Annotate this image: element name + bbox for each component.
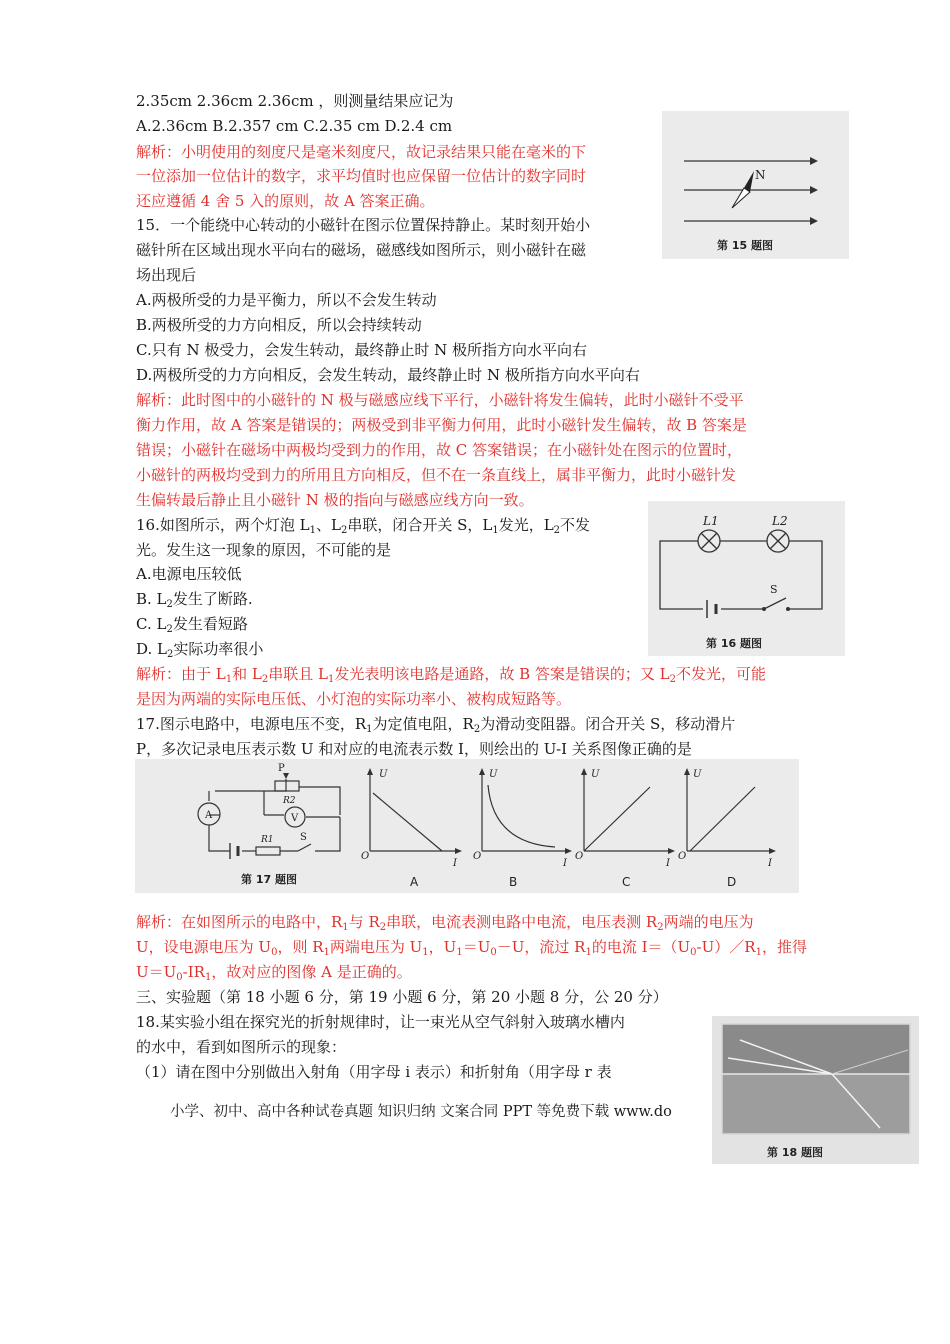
q18-stem-line: （1）请在图中分别做出入射角（用字母 i 表示）和折射角（用字母 r 表 — [136, 1063, 612, 1081]
figure-17-caption: 第 17 题图 — [241, 873, 297, 886]
q17-analysis-line: U，设电源电压为 $U_0$，则 $R_1$两端电压为 $U_1$，$U_1=U_0-U$，流过 $R_1$的电流 $I=(U_0-U)/R_1$，推得 — [136, 938, 807, 958]
graph-b-label: B — [509, 875, 518, 889]
svg-text:U: U — [693, 769, 702, 780]
q16-option-c: C. $L_2$发生看短路 — [136, 615, 248, 635]
q15-option-c: C.只有 N 极受力，会发生转动，最终静止时 N 极所指方向水平向右 — [136, 341, 588, 359]
svg-text:U: U — [591, 769, 600, 780]
q17-analysis-line: 解析：在如图所示的电路中，$R_1$与 $R_2$串联，电流表测电路中电流，电压表测 $R_2$两端的电压为 — [136, 913, 754, 933]
svg-text:I: I — [768, 858, 772, 869]
q16-stem-line: 光。发生这一现象的原因，不可能的是 — [136, 541, 392, 559]
q16-option-d: D. $L_2$实际功率很小 — [136, 640, 264, 660]
q17-stem-line: P，多次记录电压表示数 U 和对应的电流表示数 I，则绘出的 U-I 关系图像正确的是 — [136, 740, 692, 758]
switch-s-label: S — [770, 583, 778, 596]
svg-text:I: I — [453, 858, 457, 869]
q14-analysis-line: 一位添加一位估计的数字，求平均值时也应保留一位估计的数字同时 — [136, 167, 587, 185]
q14-analysis-line: 解析：小明使用的刻度尺是毫米刻度尺，故记录结果只能在毫米的下 — [136, 143, 587, 161]
q15-analysis-line: 错误；小磁针在磁场中两极均受到力的作用，故 C 答案错误；在小磁针处在图示的位置时， — [136, 441, 743, 459]
graph-d — [684, 768, 776, 854]
r1-label: R1 — [261, 835, 274, 845]
graph-c — [581, 768, 675, 854]
q18-stem-line: 18.某实验小组在探究光的折射规律时，让一束光从空气斜射入玻璃水槽内 — [136, 1013, 625, 1031]
graph-b — [479, 768, 572, 854]
graph-a — [367, 768, 462, 854]
svg-text:U: U — [379, 769, 388, 780]
q15-stem-line: 磁针所在区域出现水平向右的磁场，磁感线如图所示，则小磁针在磁 — [136, 241, 587, 259]
svg-text:I: I — [666, 858, 670, 869]
svg-text:U: U — [489, 769, 498, 780]
lamp-l2-label: L2 — [772, 514, 788, 528]
graph-a-label: A — [410, 875, 419, 889]
q16-analysis-line: 是因为两端的实际电压低、小灯泡的实际功率小、被构成短路等。 — [136, 690, 572, 708]
svg-text:O: O — [678, 851, 687, 862]
section-3-heading: 三、实验题（第 18 小题 6 分，第 19 小题 6 分，第 20 小题 8 分，公 20 分） — [136, 988, 668, 1006]
voltmeter-icon: V — [291, 813, 299, 824]
q16-option-a: A.电源电压较低 — [136, 565, 242, 583]
figure-18 — [712, 1016, 919, 1164]
r2-label: R2 — [283, 796, 296, 806]
svg-text:O: O — [361, 851, 370, 862]
figure-16-caption: 第 16 题图 — [706, 637, 762, 650]
lamp-l1-label: L1 — [703, 514, 719, 528]
q14-analysis-line: 还应遵循 4 舍 5 入的原则，故 A 答案正确。 — [136, 192, 435, 210]
figure-18-caption: 第 18 题图 — [767, 1146, 823, 1159]
figure-15-caption: 第 15 题图 — [717, 239, 773, 252]
q15-analysis-line: 小磁针的两极均受到力的所用且方向相反，但不在一条直线上，属非平衡力，此时小磁针发 — [136, 466, 737, 484]
q15-option-a: A.两极所受的力是平衡力，所以不会发生转动 — [136, 291, 437, 309]
page-footer: 小学、初中、高中各种试卷真题 知识归纳 文案合同 PPT 等免费下载 www.do — [170, 1104, 672, 1120]
q14-options: A.2.36cm B.2.357 cm C.2.35 cm D.2.4 cm — [136, 117, 453, 135]
svg-text:I: I — [563, 858, 567, 869]
figure-17 — [135, 759, 799, 893]
ammeter-icon: A — [205, 810, 213, 821]
q16-stem-line: 16.如图所示，两个灯泡 $L_1$、$L_2$串联，闭合开关 S，$L_1$发光，$L_2$不发 — [136, 516, 591, 536]
svg-text:O: O — [473, 851, 482, 862]
q17-analysis-line: $U=U_0-IR_1$，故对应的图像 A 是正确的。 — [136, 963, 412, 983]
graph-c-label: C — [622, 875, 631, 889]
slider-p-label: P — [278, 763, 285, 774]
q18-stem-line: 的水中，看到如图所示的现象： — [136, 1038, 347, 1056]
q15-analysis-line: 解析：此时图中的小磁针的 N 极与磁感应线下平行，小磁针将发生偏转，此时小磁针不受平 — [136, 391, 744, 409]
q17-stem-line: 17.图示电路中，电源电压不变，$R_1$为定值电阻，$R_2$为滑动变阻器。闭合开关 S，移动滑片 — [136, 715, 736, 735]
q16-option-b: B. $L_2$发生了断路. — [136, 590, 253, 610]
svg-text:O: O — [575, 851, 584, 862]
q14-stem: 2.35cm 2.36cm 2.36cm ，则测量结果应记为 — [136, 92, 454, 110]
switch-s-label: S — [300, 832, 307, 843]
graph-d-label: D — [727, 875, 737, 889]
q15-stem-line: 15．一个能绕中心转动的小磁针在图示位置保持静止。某时刻开始小 — [136, 216, 591, 234]
needle-n-label: N — [755, 168, 766, 182]
q15-option-b: B.两极所受的力方向相反，所以会持续转动 — [136, 316, 422, 334]
q16-analysis-line: 解析：由于 $L_1$和 $L_2$串联且 $L_1$发光表明该电路是通路，故 B 答案是错误的；又 $L_2$不发光，可能 — [136, 665, 767, 685]
figure-15 — [662, 111, 849, 259]
q15-stem-line: 场出现后 — [136, 266, 197, 284]
q15-analysis-line: 生偏转最后静止且小磁针 N 极的指向与磁感应线方向一致。 — [136, 491, 534, 509]
figure-16 — [648, 501, 845, 656]
q15-option-d: D.两极所受的力方向相反，会发生转动，最终静止时 N 极所指方向水平向右 — [136, 366, 640, 384]
q15-analysis-line: 衡力作用，故 A 答案是错误的；两极受到非平衡力何用，此时小磁针发生偏转，故 B 答案是 — [136, 416, 747, 434]
